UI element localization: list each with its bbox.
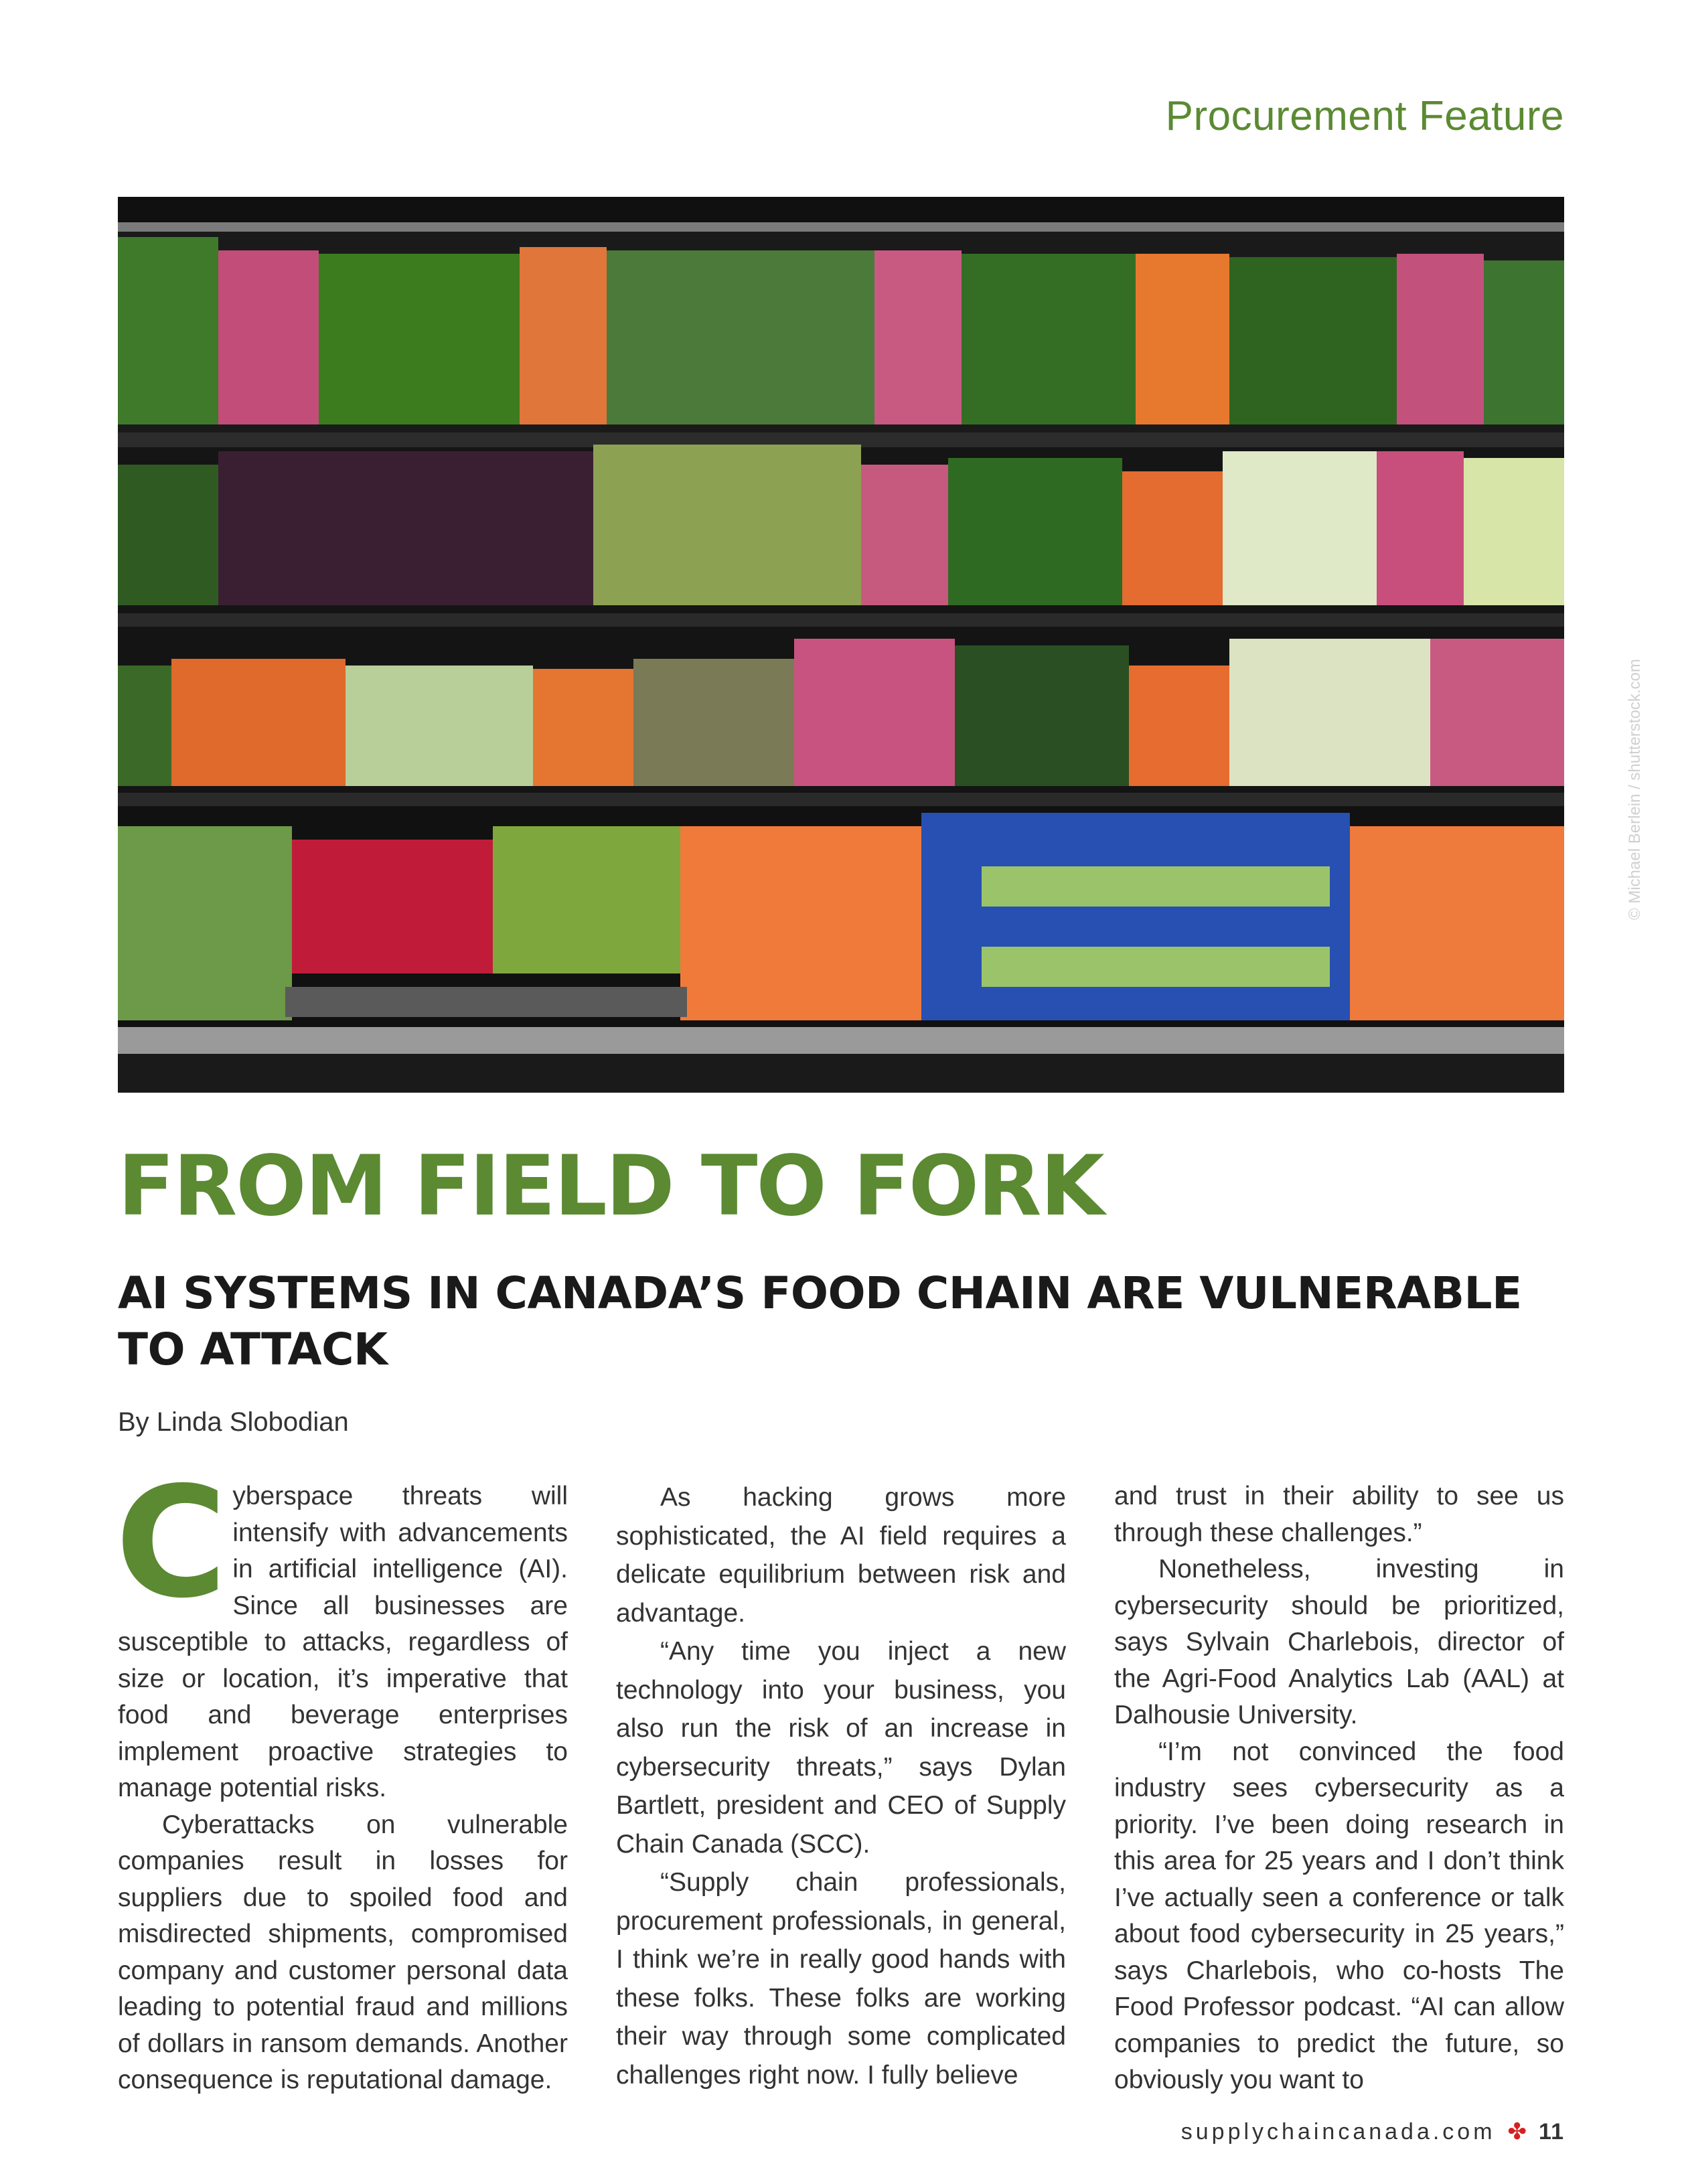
article-subheadline: AI SYSTEMS IN CANADA’S FOOD CHAIN ARE VULNERABLE TO ATTACK [118, 1267, 1522, 1375]
paragraph: “I’m not convinced the food industry sees cybersecurity as a priority. I’ve been doing research in this area for 25 years and I don’t think I’ve actually seen a conference or talk about food cybersecurity in 25 years,” says Charlebois, who co-hosts The Food Professor podcast. “AI can allow companies to predict the future, so obviously you want to [1114, 1737, 1564, 2094]
paragraph: Cyberattacks on vulnerable companies result in losses for suppliers due to spoiled food and misdirected shipments, compromised company and customer personal data leading to potential fraud and millions of dollars in ransom demands. Another consequence is reputational damage. [118, 1810, 568, 2094]
paragraph: Nonetheless, investing in cybersecurity should be prioritized, says Sylvain Charlebois, director of the Agri-Food Analytics Lab (AAL) at Dalhousie University. [1114, 1555, 1564, 1729]
article-headline: FROM FIELD TO FORK [118, 1138, 1103, 1235]
drop-cap: C [115, 1454, 228, 1632]
paragraph: “Any time you inject a new technology into your business, you also run the risk of an increase in cybersecurity threats,” says Dylan Bartlett, president and CEO of Supply Chain Canada (SCC). [616, 1637, 1066, 1859]
byline: By Linda Slobodian [118, 1407, 349, 1437]
article-column-1 [115, 1454, 568, 2099]
paragraph: yberspace threats will intensify with advancements in artificial intelligence (AI). Since all businesses are susceptible to attacks, regardless of size or location, it’s imperative that food and beverage enterprises implement proactive strategies to manage potential risks. [118, 1482, 568, 1802]
produce-shelves-illustration [118, 197, 1564, 1093]
footer-site-url[interactable]: supplychaincanada.com [1180, 2118, 1496, 2144]
photo-credit: © Michael Berlein / shutterstock.com [1626, 659, 1644, 920]
produce-photo [118, 197, 1644, 1093]
article-column-3 [1114, 1478, 1564, 2099]
maple-leaf-icon: ✤ [1507, 2119, 1527, 2144]
paragraph: “Supply chain professionals, procurement professionals, in general, I think we’re in really good hands with these folks. These folks are working their way through some complicated challenges right now. I fully believe [616, 1868, 1066, 2090]
paragraph: As hacking grows more sophisticated, the AI field requires a delicate equilibrium between risk and advantage. [616, 1483, 1066, 1628]
page-number: 11 [1539, 2118, 1564, 2144]
page-footer [1181, 2118, 1564, 2145]
article-column-2 [616, 1478, 1066, 2094]
section-label: Procurement Feature [1165, 93, 1564, 139]
paragraph: and trust in their ability to see us through these challenges.” [1114, 1482, 1564, 1547]
